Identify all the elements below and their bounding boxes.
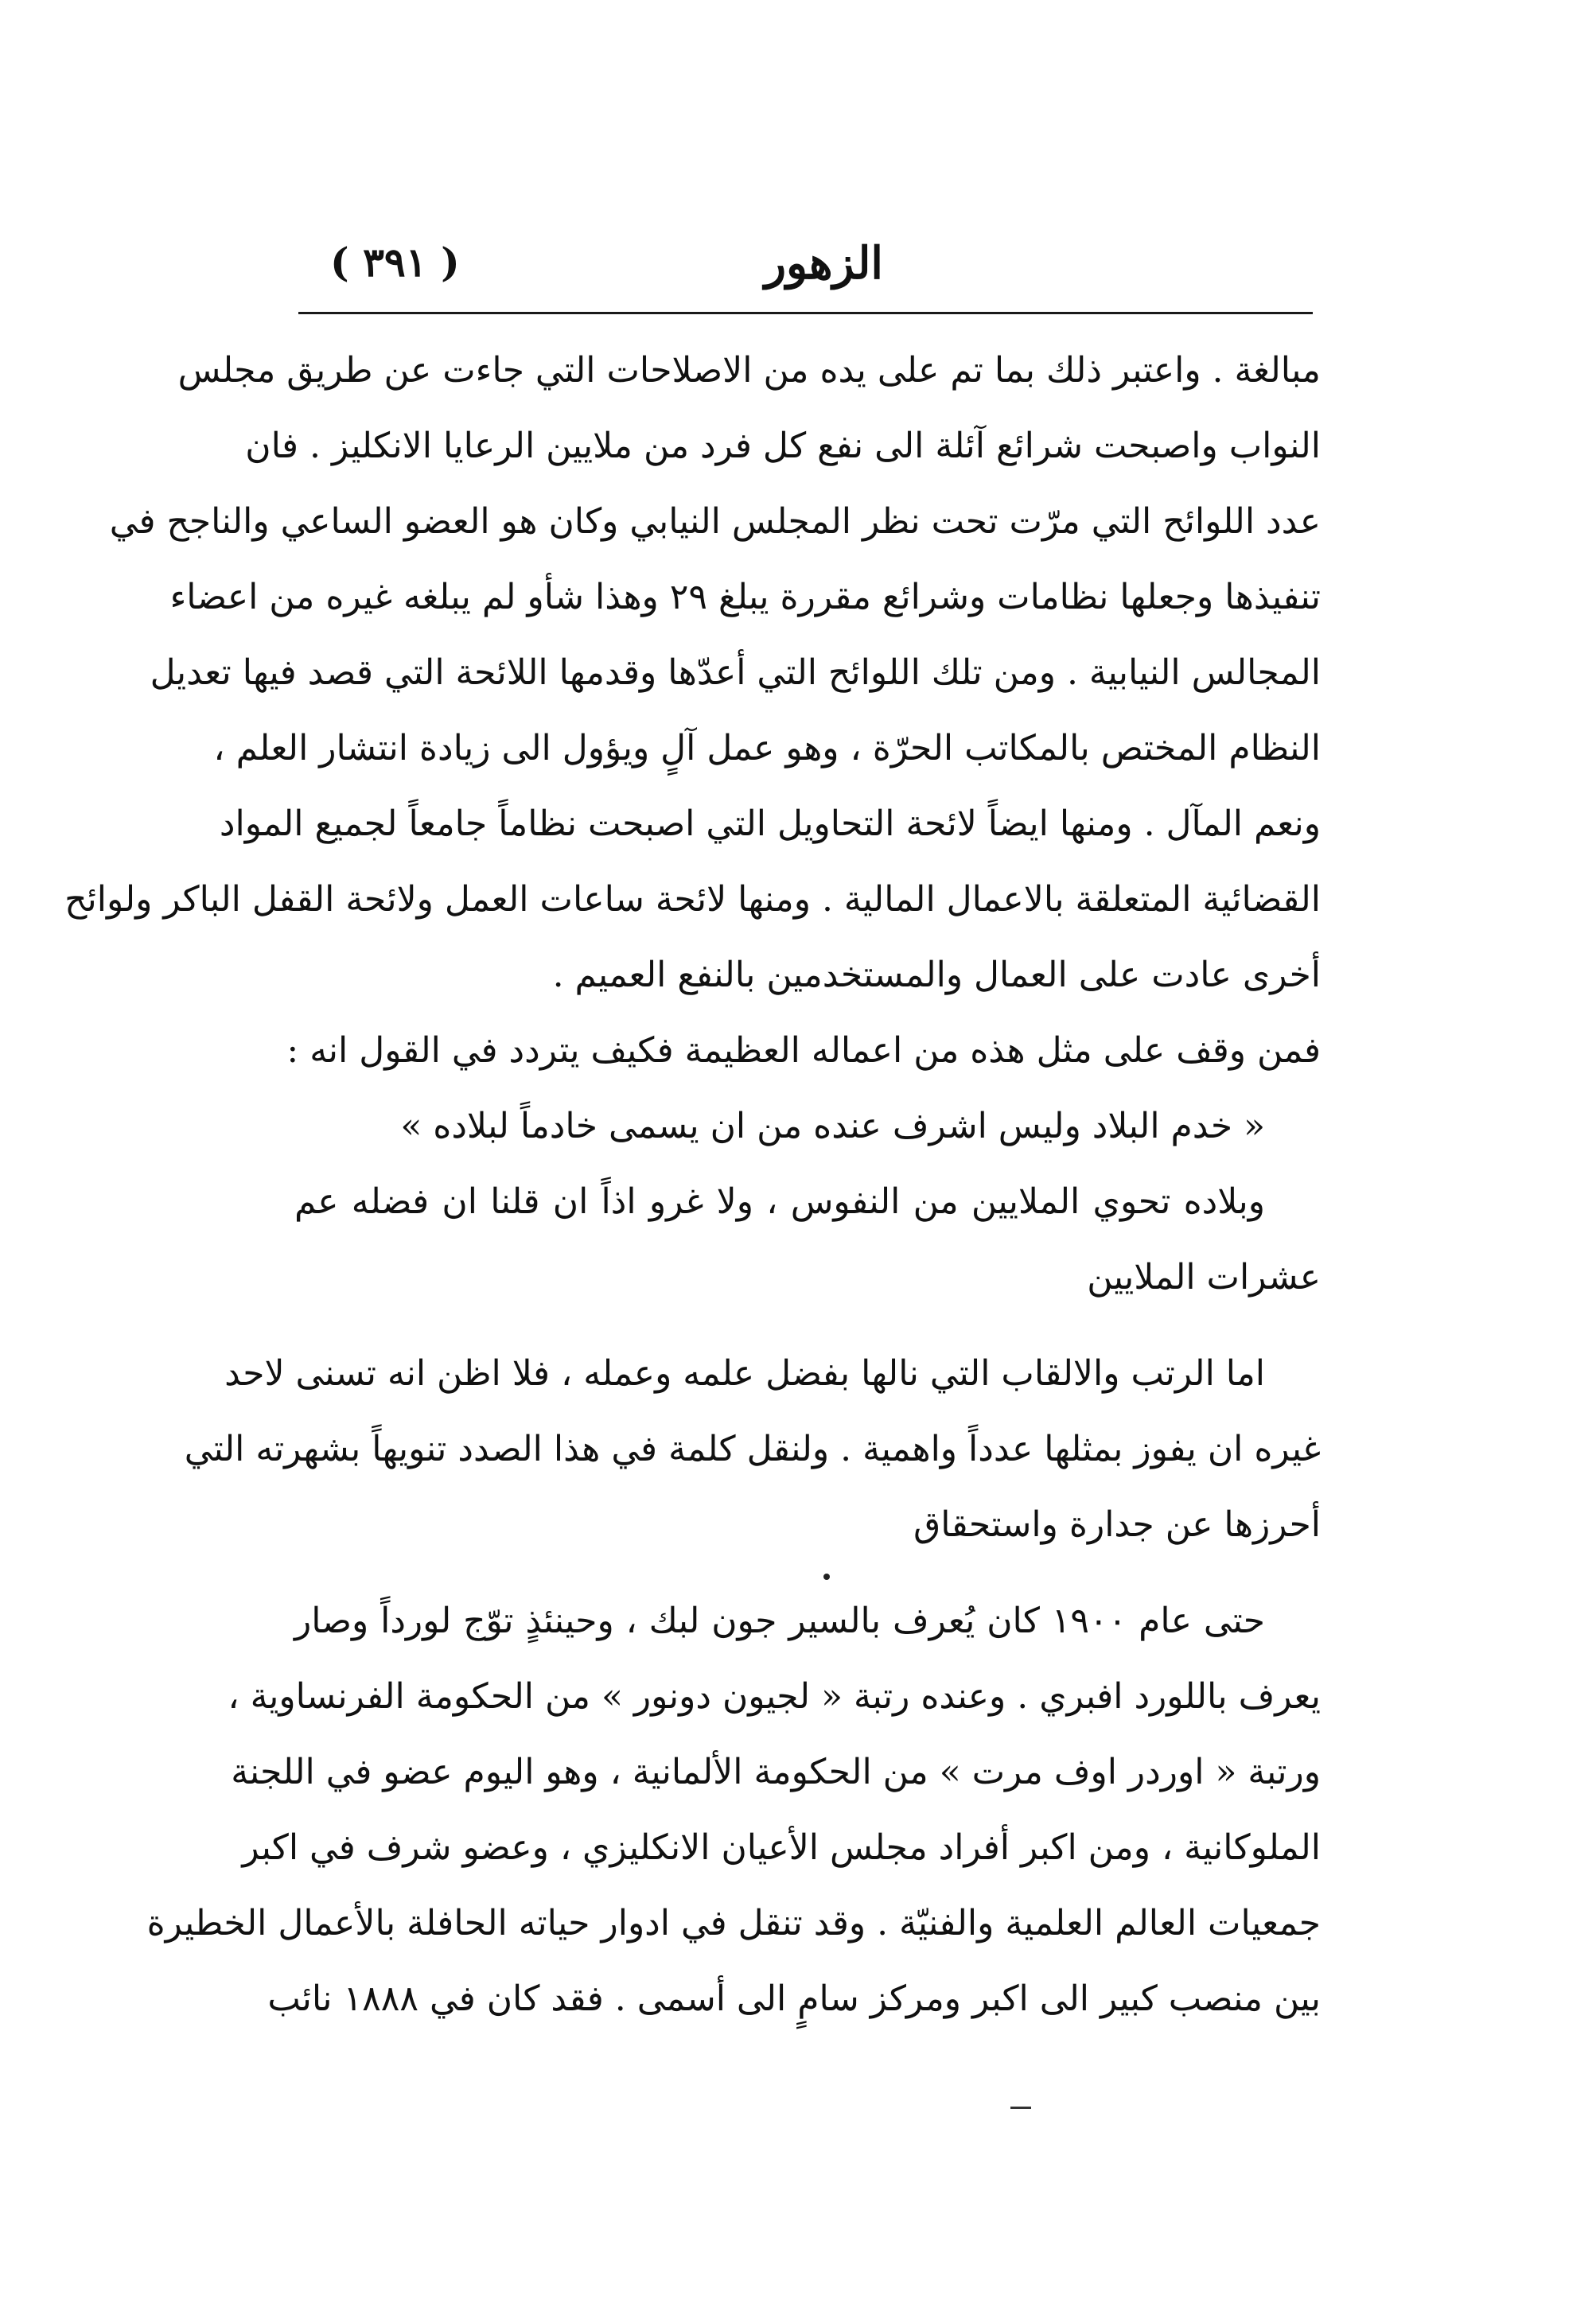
text-line: وبلاده تحوي الملايين من النفوس ، ولا غرو اذاً ان قلنا ان فضله عم (294, 1181, 1265, 1222)
text-line: أخرى عادت على العمال والمستخدمين بالنفع العميم . (552, 955, 1321, 995)
text-line: الملوكانية ، ومن اكبر أفراد مجلس الأعيان الانكليزي ، وعضو شرف في اكبر (242, 1827, 1321, 1868)
text-line: غيره ان يفوز بمثلها عدداً واهمية . ولنقل كلمة في هذا الصدد تنويهاً بشهرته التي (184, 1429, 1321, 1469)
text-line: ورتبة « اوردر اوف مرت » من الحكومة الألمانية ، وهو اليوم عضو في اللجنة (231, 1752, 1321, 1792)
text-line: مبالغة . واعتبر ذلك بما تم على يده من الاصلاحات التي جاءت عن طريق مجلس (177, 350, 1321, 391)
page-number: ( ٣٩١ ) (330, 239, 460, 286)
text-line: يعرف باللورد افبري . وعنده رتبة « لجيون دونور » من الحكومة الفرنساوية ، (228, 1676, 1321, 1717)
text-line: ونعم المآل . ومنها ايضاً لائحة التحاويل التي اصبحت نظاماً جامعاً لجميع المواد (219, 803, 1321, 844)
text-line: تنفيذها وجعلها نظامات وشرائع مقررة يبلغ ٢٩ وهذا شأو لم يبلغه غيره من اعضاء (169, 577, 1321, 617)
text-line: المجالس النيابية . ومن تلك اللوائح التي أعدّها وقدمها اللائحة التي قصد فيها تعديل (150, 652, 1321, 693)
header-rule (298, 312, 1313, 314)
text-line: عشرات الملايين (1087, 1257, 1321, 1298)
text-line: النواب واصبحت شرائع آئلة الى نفع كل فرد من ملايين الرعايا الانكليز . فان (245, 426, 1321, 466)
text-line: عدد اللوائح التي مرّت تحت نظر المجلس النيابي وكان هو العضو الساعي والناجح في (109, 501, 1321, 542)
text-line: بين منصب كبير الى اكبر ومركز سامٍ الى أسمى . فقد كان في ١٨٨٨ نائب (267, 1978, 1321, 2019)
text-line: النظام المختص بالمكاتب الحرّة ، وهو عمل آلٍ ويؤول الى زيادة انتشار العلم ، (213, 728, 1321, 768)
quoted-verse: « خدم البلاد وليس اشرف عنده من ان يسمى خادماً لبلاده » (400, 1106, 1265, 1146)
text-line: حتى عام ١٩٠٠ كان يُعرف بالسير جون لبك ، وحينئذٍ توّج لورداً وصار (294, 1601, 1265, 1641)
ink-dash (1010, 2107, 1031, 2109)
body-text (64, 333, 1321, 2037)
text-line: جمعيات العالم العلمية والفنيّة . وقد تنقل في ادوار حياته الحافلة بالأعمال الخطيرة (146, 1903, 1321, 1943)
text-line: أحرزها عن جدارة واستحقاق (913, 1504, 1321, 1545)
text-line: القضائية المتعلقة بالاعمال المالية . ومنها لائحة ساعات العمل ولائحة القفل الباكر ولوائح (64, 879, 1321, 920)
running-title: الزهور (764, 237, 883, 290)
text-line: فمن وقف على مثل هذه من اعماله العظيمة فكيف يتردد في القول انه : (286, 1030, 1321, 1071)
text-line: اما الرتب والالقاب التي نالها بفضل علمه وعمله ، فلا اظن انه تسنى لاحد (224, 1353, 1265, 1394)
paragraph-gap (294, 1315, 1321, 1336)
ink-speck (823, 1574, 830, 1580)
paragraph-gap (294, 1562, 1321, 1583)
page-header (294, 231, 1313, 302)
